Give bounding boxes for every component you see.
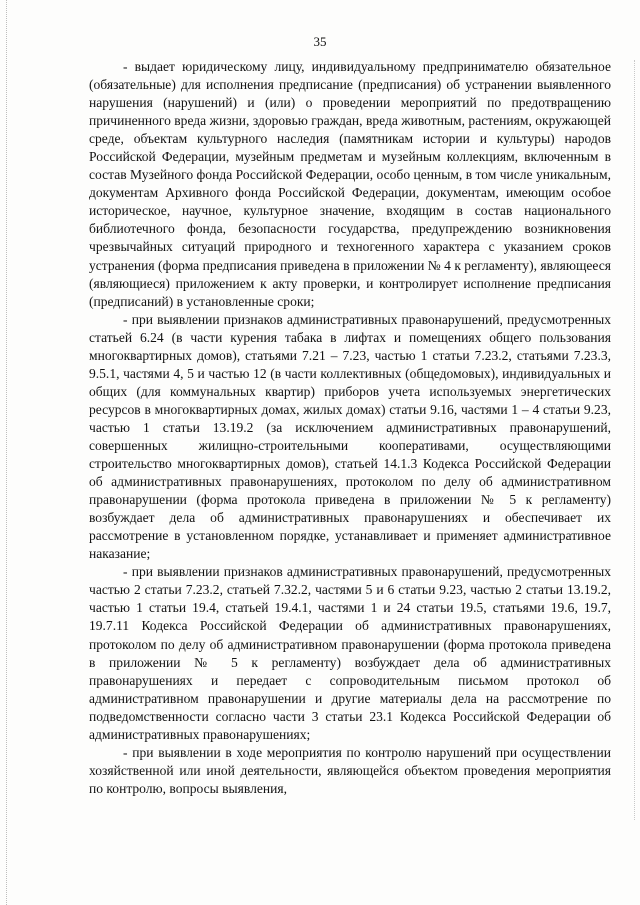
paragraph-economic-activity-violations: - при выявлении в ходе мероприятия по контролю нарушений при осуществлении хозяйственной или иной деятельности, являющейся объектом проведения мероприятия по контролю, вопросы выявления, <box>89 744 611 796</box>
scan-edge-left <box>6 0 8 905</box>
paragraph-admin-offenses-transfer: - при выявлении признаков административных правонарушений, предусмотренных частью 2 статьи 7.23.2, статьей 7.32.2, частями 5 и 6 статьи 9.23, частью 2 статьи 13.19.2, частью 1 статьи 19.4, статьей 19.4.1, частями 1 и 24 статьи 19.5, статьями 19.6, 19.7, 19.7.11 Кодекса Российской Федерации об административных правонарушениях, протоколом по делу об административном правонарушении (форма протокола приведена в приложении № 5 к регламенту) возбуждает дела об административных правонарушениях и передает с сопроводительным письмом протокол об административном правонарушении и другие материалы дела на рассмотрение по подведомственности согласно части 3 статьи 23.1 Кодекса Российской Федерации об административных правонарушениях; <box>89 564 611 742</box>
paragraph-prescription: - выдает юридическому лицу, индивидуальному предпринимателю обязательное (обязательные) для исполнения предписание (предписания) об устранении выявленного нарушения (нарушений) и (или) о проведении мероприятий по предотвращению причиненного вреда жизни, здоровью граждан, вреда животным, растениям, окружающей среде, объектам культурного наследия (памятникам истории и культуры) народов Российской Федерации, музейным предметам и музейным коллекциям, включенным в состав Музейного фонда Российской Федерации, особо ценным, в том числе уникальным, документам Архивного фонда Российской Федерации, документам, имеющим особое историческое, научное, культурное значение, входящим в состав национального библиотечного фонда, безопасности государства, предупреждению возникновения чрезвычайных ситуаций природного и техногенного характера с указанием сроков устранения (форма предписания приведена в приложении № 4 к регламенту), являющееся (являющиеся) приложением к акту проверки, и контролирует исполнение предписания (предписаний) в установленные сроки; <box>89 59 611 309</box>
document-body <box>89 58 611 798</box>
scan-edge-right <box>634 60 636 820</box>
page-number: 35 <box>313 34 327 49</box>
paragraph-admin-offenses-consideration: - при выявлении признаков административных правонарушений, предусмотренных статьей 6.24 (в части курения табака в лифтах и помещениях общего пользования многоквартирных домов), статьями 7.21 – 7.23, частью 1 статьи 7.23.2, статьями 7.23.3, 9.5.1, частями 4, 5 и частью 12 (в части коллективных (общедомовых), индивидуальных и общих (для коммунальных квартир) приборов учета используемых энергетических ресурсов в многоквартирных домах, жилых домах) статьи 9.16, частями 1 – 4 статьи 9.23, частью 1 статьи 13.19.2 (за исключением административных правонарушений, совершенных жилищно-строительными кооперативами, осуществляющими строительство многоквартирных домов), статьей 14.1.3 Кодекса Российской Федерации об административных правонарушениях, протоколом по делу об административном правонарушении (форма протокола приведена в приложении № 5 к регламенту) возбуждает дела об административных правонарушениях и обеспечивает их рассмотрение в установленном порядке, устанавливает и применяет административное наказание; <box>89 311 611 562</box>
